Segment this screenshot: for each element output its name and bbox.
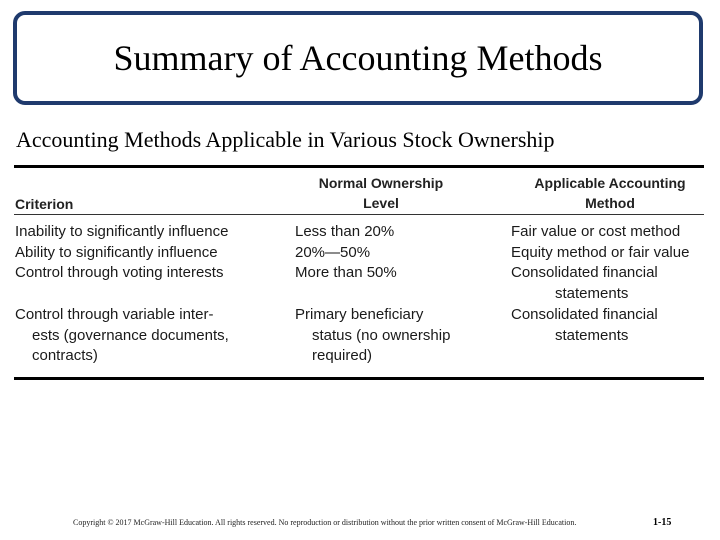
- row3-method-line2: statements: [555, 284, 629, 302]
- row4-method-line1: Consolidated financial: [511, 306, 658, 323]
- row4-ownership-line2: status (no ownership: [312, 326, 451, 344]
- table-header-rule: [14, 214, 704, 215]
- header-accounting-method: [510, 173, 710, 213]
- row4-criterion-line2: ests (governance documents,: [32, 326, 229, 344]
- page-number: 1-15: [653, 517, 672, 528]
- row4-ownership: [295, 305, 450, 367]
- header-ownership-line2: Level: [363, 195, 399, 211]
- row3-method-line1: Consolidated financial: [511, 264, 658, 281]
- header-ownership-line1: Normal Ownership: [318, 175, 444, 191]
- row4-ownership-line1: Primary beneficiary: [295, 306, 424, 323]
- header-method-line2: Method: [585, 195, 635, 211]
- header-criterion: Criterion: [15, 196, 74, 212]
- row4-method: [511, 305, 658, 346]
- row3-method: [511, 263, 658, 304]
- row4-criterion: [15, 305, 229, 367]
- row4-method-line2: statements: [555, 326, 629, 344]
- accounting-methods-table: [14, 165, 704, 381]
- row1-method: Fair value or cost method: [511, 223, 681, 240]
- row2-criterion: Ability to significantly influence: [15, 243, 218, 261]
- slide-title: Summary of Accounting Methods: [113, 38, 603, 78]
- row3-criterion: Control through voting interests: [15, 264, 224, 281]
- header-ownership-level: [286, 173, 476, 213]
- row1-ownership: Less than 20%: [295, 223, 395, 240]
- table-bottom-rule: [14, 377, 704, 380]
- title-box: [13, 11, 703, 105]
- table-caption: Accounting Methods Applicable in Various Stock Ownership: [16, 127, 555, 152]
- row4-criterion-line3: contracts): [32, 347, 98, 364]
- row3-ownership: More than 50%: [295, 264, 397, 281]
- row4-criterion-line1: Control through variable inter-: [15, 306, 214, 323]
- row2-ownership: 20%—50%: [295, 243, 371, 261]
- table-top-rule: [14, 165, 704, 168]
- copyright-notice: Copyright © 2017 McGraw-Hill Education. All rights reserved. No reproduction or distribution without the prior written consent of McGraw-Hill Education.: [73, 518, 577, 527]
- row4-ownership-line3: required): [312, 347, 373, 364]
- row2-method: Equity method or fair value: [511, 243, 690, 261]
- row1-criterion: Inability to significantly influence: [15, 223, 229, 240]
- header-method-line1: Applicable Accounting: [534, 175, 686, 191]
